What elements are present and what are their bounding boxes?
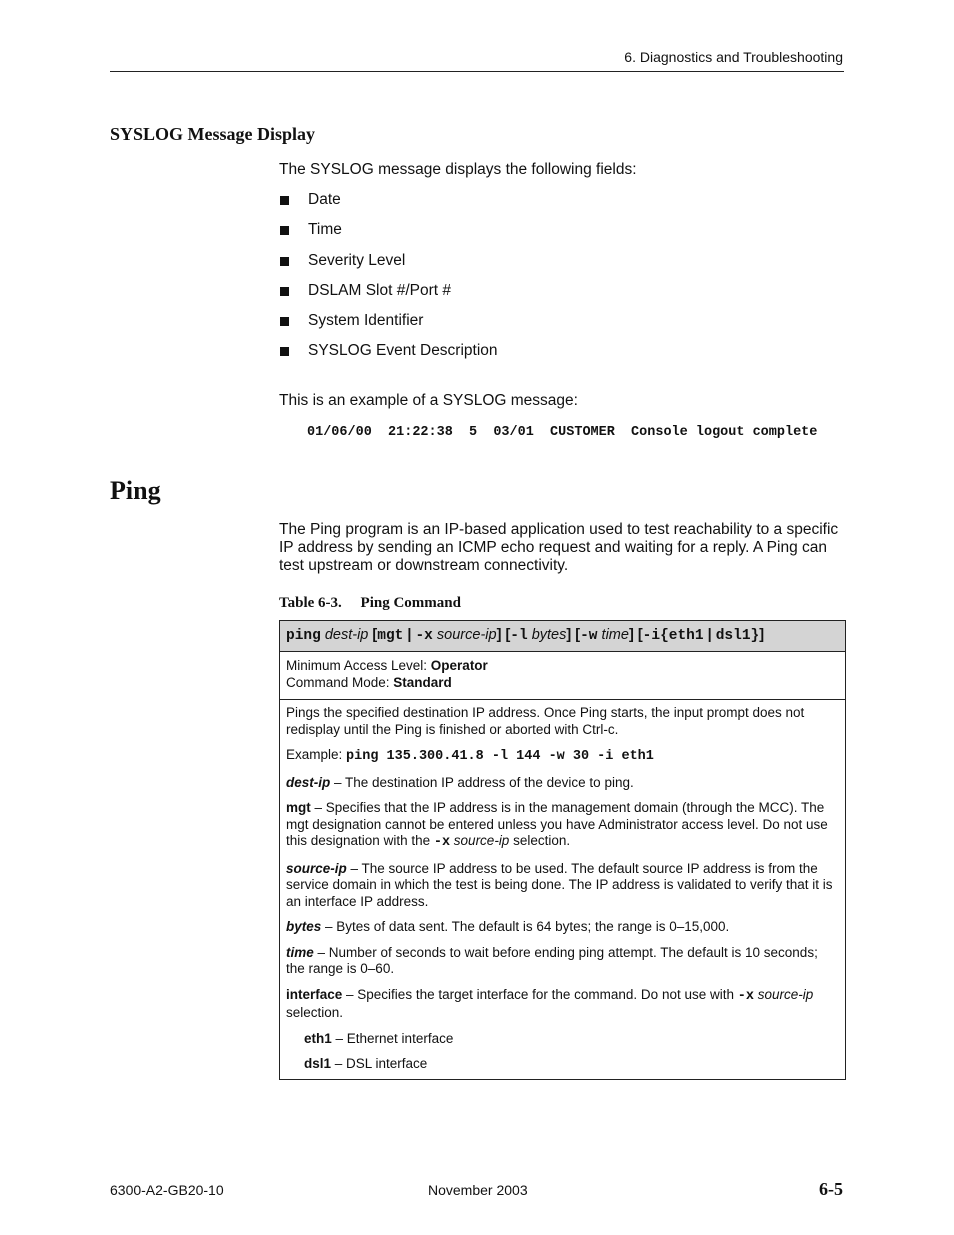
param-term: dest-ip [286, 774, 331, 790]
table-caption: Table 6-3. Ping Command [279, 595, 461, 611]
field-label: Date [308, 191, 341, 208]
syntax-bracket: ] [496, 627, 502, 643]
list-item [279, 282, 498, 312]
option-text: – Ethernet interface [331, 1030, 454, 1046]
syntax-separator: | [403, 627, 416, 643]
syslog-intro: The SYSLOG message displays the following fields: [279, 161, 637, 178]
param-term: bytes [286, 919, 322, 934]
list-item [279, 191, 498, 221]
syntax-bracket: ] [628, 627, 634, 643]
syntax-bracket: [ [575, 627, 581, 643]
example-line [286, 747, 839, 766]
param-text: – The destination IP address of the device to ping. [330, 774, 634, 790]
param-text-end: selection. [509, 833, 571, 848]
access-level-line [286, 658, 839, 675]
bullet-square-icon [280, 317, 289, 326]
bullet-square-icon [280, 257, 289, 266]
syntax-time: time [601, 627, 629, 643]
syntax-w-flag: -w [580, 628, 598, 644]
time-param [286, 945, 839, 978]
command-description-cell [280, 700, 845, 1079]
param-term: interface [286, 986, 343, 1002]
param-term: time [286, 944, 314, 960]
option-term: dsl1 [304, 1056, 332, 1071]
header-rule [110, 71, 844, 72]
footer-doc-number: 6300-A2-GB20-10 [110, 1182, 224, 1198]
syntax-source-ip: source-ip [436, 627, 497, 643]
syntax-dsl1: dsl1} [715, 628, 760, 644]
syntax-bytes: bytes [531, 627, 567, 643]
field-label: Severity Level [308, 251, 406, 269]
list-item [279, 342, 498, 372]
syntax-mgt: mgt [377, 628, 404, 644]
syntax-bracket: [ [372, 627, 378, 643]
field-label: System Identifier [308, 312, 424, 330]
syntax-bracket: ] [566, 627, 572, 643]
syslog-field-list [279, 191, 498, 373]
syntax-bracket: ] [759, 627, 765, 643]
param-flag: -x [433, 835, 451, 850]
list-item [279, 221, 498, 251]
interface-param [286, 987, 839, 1022]
command-mode-label: Command Mode: [286, 674, 394, 690]
list-item [279, 252, 498, 282]
syntax-separator: | [703, 627, 716, 643]
running-head: 6. Diagnostics and Troubleshooting [624, 49, 843, 65]
param-source-ip: source-ip [450, 833, 510, 848]
footer-date: November 2003 [428, 1182, 528, 1198]
field-label: Time [308, 221, 342, 239]
bullet-square-icon [280, 347, 289, 356]
option-text: – DSL interface [331, 1056, 428, 1071]
example-label: Example: [286, 747, 347, 762]
bytes-param [286, 919, 839, 936]
eth1-option [286, 1031, 839, 1048]
param-term: source-ip [286, 860, 347, 876]
syntax-dest-ip: dest-ip [324, 627, 369, 643]
syntax-i-flag: -i{eth1 [642, 628, 704, 644]
param-text: – Specifies that the IP address is in the management domain (through the MCC). The mgt designation cannot be entered unless you have Administrator access level. Do not use this designation with the [286, 800, 828, 848]
param-flag: -x [737, 988, 754, 1004]
param-text-end: selection. [286, 1005, 344, 1020]
syntax-x-flag: -x [415, 628, 433, 644]
syntax-bracket: [ [505, 627, 511, 643]
access-level-value: Operator [430, 658, 488, 673]
param-text: – The source IP address to be used. The default source IP address is from the service domain in which the test is being done. The IP address is validated to verify that it is an interface IP address. [286, 860, 833, 909]
list-item [279, 312, 498, 342]
footer-page-number: 6-5 [819, 1179, 843, 1199]
command-syntax-row [280, 621, 845, 652]
access-level-row [280, 652, 845, 700]
source-ip-param [286, 861, 839, 911]
syntax-l-flag: -l [510, 628, 528, 644]
field-label: DSLAM Slot #/Port # [308, 281, 452, 299]
param-text: – Bytes of data sent. The default is 64 bytes; the range is 0–15,000. [321, 919, 730, 934]
syntax-bracket: [ [637, 627, 643, 643]
bullet-square-icon [280, 226, 289, 235]
field-label: SYSLOG Event Description [308, 342, 498, 360]
ping-description: The Ping program is an IP-based application used to test reachability to a specific IP address by sending an ICMP echo request and waiting for a reply. A Ping can test upstream or downstream connectivity. [279, 521, 839, 574]
dsl1-option [286, 1056, 839, 1073]
command-mode-line [286, 675, 839, 692]
syntax-command: ping [286, 628, 321, 644]
dest-ip-param [286, 775, 839, 792]
syslog-example-message: 01/06/00 21:22:38 5 03/01 CUSTOMER Console logout complete [307, 425, 818, 440]
access-level-label: Minimum Access Level: [286, 658, 431, 673]
command-mode-value: Standard [393, 674, 452, 690]
syslog-section-title: SYSLOG Message Display [110, 124, 316, 144]
param-term: mgt [286, 800, 311, 815]
description-intro: Pings the specified destination IP address. Once Ping starts, the input prompt does not redisplay until the Ping is finished or aborted with Ctrl-c. [286, 705, 805, 737]
param-source-ip: source-ip [753, 986, 814, 1002]
mgt-param [286, 800, 839, 852]
param-text: – Number of seconds to wait before ending ping attempt. The default is 10 seconds; the range is 0–60. [286, 944, 818, 976]
example-command: ping 135.300.41.8 -l 144 -w 30 -i eth1 [346, 749, 654, 764]
bullet-square-icon [280, 196, 289, 205]
syslog-example-intro: This is an example of a SYSLOG message: [279, 392, 578, 409]
ping-section-title: Ping [110, 476, 161, 505]
option-term: eth1 [304, 1030, 332, 1046]
ping-command-table [279, 620, 846, 1080]
bullet-square-icon [280, 287, 289, 296]
param-text: – Specifies the target interface for the command. Do not use with [342, 986, 738, 1002]
